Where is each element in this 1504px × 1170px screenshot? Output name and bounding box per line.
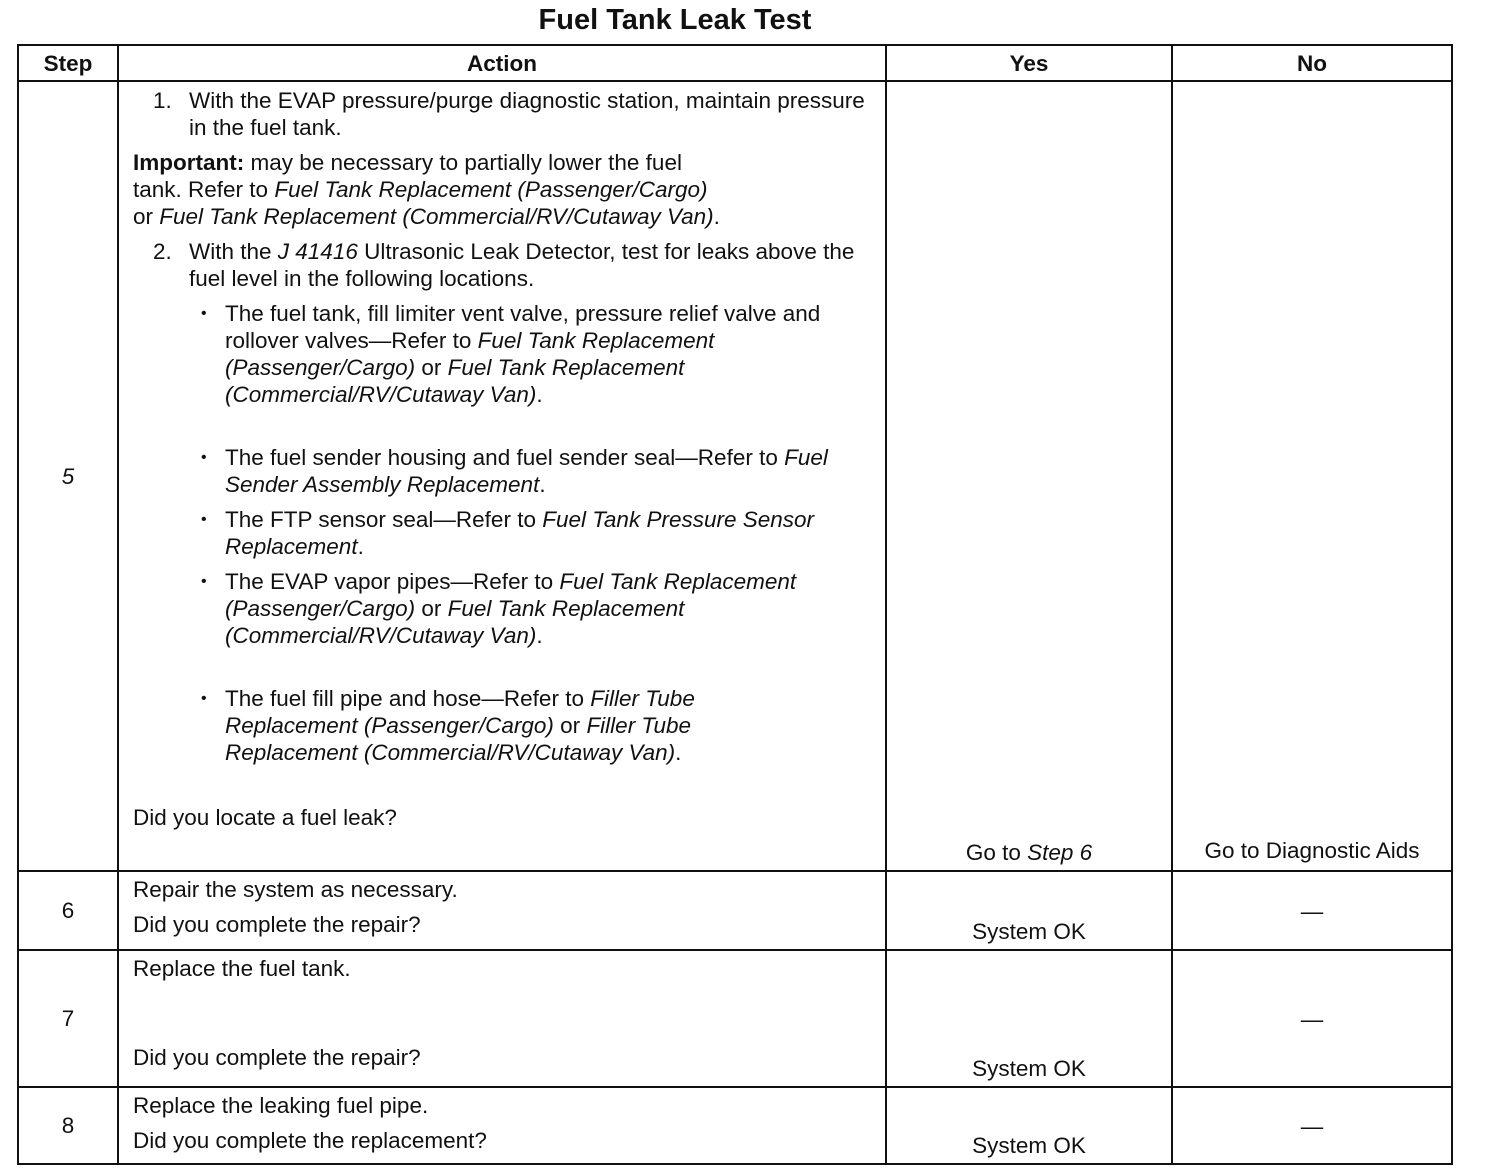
step-row-6 <box>18 871 1452 950</box>
list-item <box>133 444 877 498</box>
step-number: 6 <box>18 871 118 950</box>
dash-text: — <box>1300 1113 1324 1139</box>
reference-link: Filler Tube Replacement (Passenger/Cargo) <box>225 686 695 738</box>
step-number-cell <box>18 81 118 871</box>
reference-link: Filler Tube Replacement (Commercial/RV/Cutaway Van) <box>225 713 692 765</box>
reference-link: Fuel Tank Replacement (Commercial/RV/Cutaway Van) <box>159 204 714 229</box>
list-item <box>133 300 877 408</box>
action-text: Replace the leaking fuel pipe. <box>133 1093 429 1118</box>
period-text: . <box>539 472 546 497</box>
item-text-pre: With the <box>189 239 278 264</box>
step-reference: Step 6 <box>1027 840 1093 865</box>
list-item <box>133 506 877 560</box>
yes-cell: System OK <box>886 1087 1172 1164</box>
action-cell <box>118 871 886 950</box>
header-no: No <box>1172 45 1452 81</box>
question-text: Did you complete the repair? <box>133 1045 421 1070</box>
or-text: or <box>553 713 587 738</box>
numbered-item <box>133 238 877 292</box>
numbered-item <box>133 87 877 141</box>
item-number: 1. <box>153 88 172 113</box>
list-item <box>133 568 877 649</box>
reference-link: Fuel Tank Replacement (Commercial/RV/Cutaway Van) <box>225 355 685 407</box>
reference-link: Fuel Tank Pressure Sensor Replacement <box>225 507 815 559</box>
reference-link: Fuel Tank Replacement (Passenger/Cargo) <box>225 569 797 621</box>
period-text: . <box>713 204 720 229</box>
important-note <box>133 149 733 230</box>
bullet-icon: • <box>201 690 207 707</box>
step-number: 5 <box>61 463 75 489</box>
item-number: 2. <box>153 239 172 264</box>
important-label: Important: <box>133 150 245 175</box>
step-row-5 <box>18 81 1452 871</box>
list-item <box>133 685 877 766</box>
no-cell <box>1172 950 1452 1087</box>
bullet-icon: • <box>201 449 207 466</box>
item-text <box>189 238 877 292</box>
list-item-text <box>225 444 855 498</box>
item-text: With the EVAP pressure/purge diagnostic station, maintain pressure in the fuel tank. <box>189 88 865 140</box>
important-text: may be necessary to partially lower the fuel tank. Refer to <box>133 150 682 202</box>
list-item-text <box>225 568 877 649</box>
yes-text: Go to <box>965 840 1028 865</box>
period-text: . <box>675 740 682 765</box>
bullet-icon: • <box>201 511 207 528</box>
no-cell <box>1172 1087 1452 1164</box>
reference-link: Fuel Tank Replacement (Passenger/Cargo) <box>274 177 708 202</box>
action-cell <box>118 1087 886 1164</box>
reference-link: Fuel Tank Replacement (Passenger/Cargo) <box>225 328 715 380</box>
header-row <box>18 45 1452 81</box>
dash-text: — <box>1300 898 1324 924</box>
list-item-text <box>225 685 825 766</box>
bullet-text: The fuel tank, fill limiter vent valve, pressure relief valve and rollover valves—Refer to <box>225 301 821 353</box>
action-cell <box>118 81 886 871</box>
reference-link: Fuel Sender Assembly Replacement <box>225 445 828 497</box>
or-text: or <box>415 596 448 621</box>
question-text: Did you complete the repair? <box>133 912 421 937</box>
dash-text: — <box>1300 1006 1324 1032</box>
location-list <box>133 300 877 766</box>
step-number: 8 <box>18 1087 118 1164</box>
no-cell <box>1172 871 1452 950</box>
item-text-post: Ultrasonic Leak Detector, test for leaks above the fuel level in the following locations. <box>189 239 855 291</box>
period-text: . <box>536 623 543 648</box>
procedure-table <box>17 44 1453 1165</box>
bullet-text: The EVAP vapor pipes—Refer to <box>225 569 560 594</box>
bullet-icon: • <box>201 573 207 590</box>
bullet-text: The fuel sender housing and fuel sender seal—Refer to <box>225 445 785 470</box>
list-item-text <box>225 300 855 408</box>
header-step: Step <box>18 45 118 81</box>
or-text: or <box>415 355 448 380</box>
period-text: . <box>536 382 543 407</box>
reference-link: Fuel Tank Replacement (Commercial/RV/Cutaway Van) <box>225 596 685 648</box>
period-text: . <box>357 534 364 559</box>
yes-cell: System OK <box>886 950 1172 1087</box>
action-cell <box>118 950 886 1087</box>
step-row-7 <box>18 950 1452 1087</box>
step-row-8 <box>18 1087 1452 1164</box>
question-text: Did you locate a fuel leak? <box>133 805 397 830</box>
step-number: 7 <box>18 950 118 1087</box>
document-title: Fuel Tank Leak Test <box>538 4 812 36</box>
list-item-text <box>225 506 825 560</box>
bullet-text: The FTP sensor seal—Refer to <box>225 507 543 532</box>
or-text: or <box>133 204 160 229</box>
header-yes: Yes <box>886 45 1172 81</box>
question-text: Did you complete the replacement? <box>133 1128 487 1153</box>
header-action: Action <box>118 45 886 81</box>
bullet-icon: • <box>201 305 207 322</box>
yes-cell: System OK <box>886 871 1172 950</box>
yes-cell <box>886 81 1172 871</box>
bullet-text: The fuel fill pipe and hose—Refer to <box>225 686 591 711</box>
tool-number: J 41416 <box>277 239 358 264</box>
action-text: Replace the fuel tank. <box>133 956 351 981</box>
action-text: Repair the system as necessary. <box>133 877 458 902</box>
no-cell: Go to Diagnostic Aids <box>1172 81 1452 871</box>
